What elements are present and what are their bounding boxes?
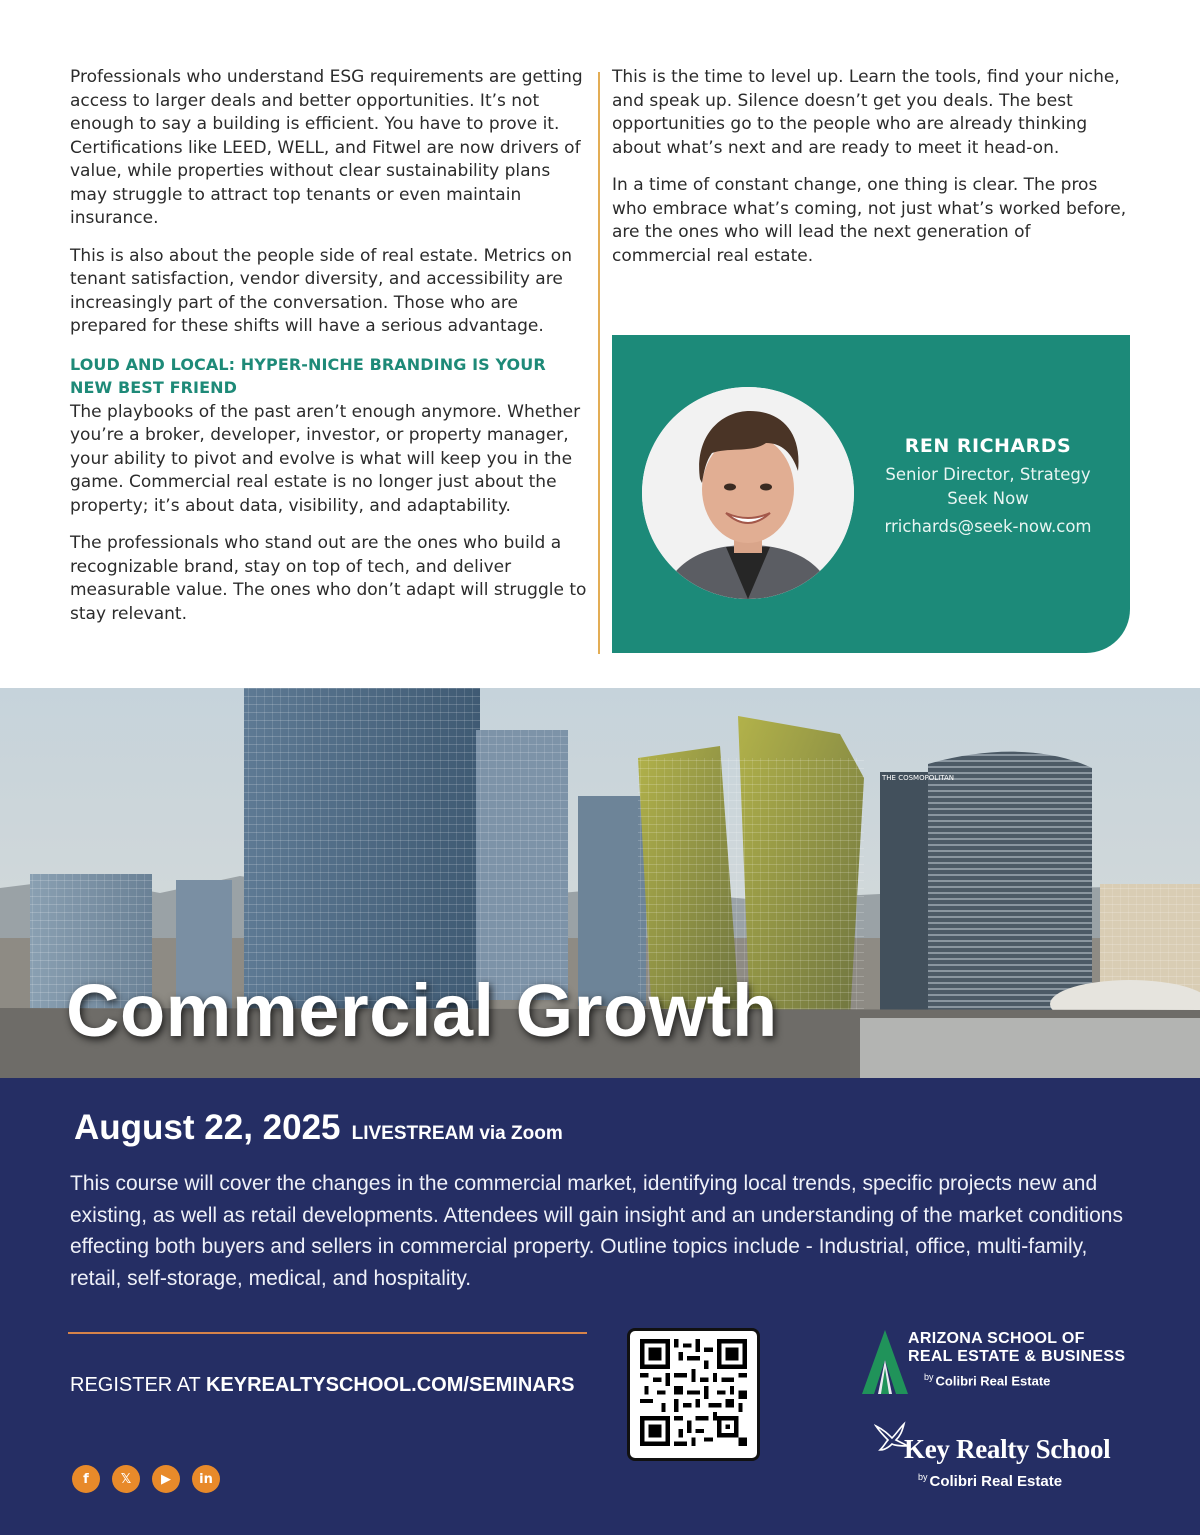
register-link[interactable]: KEYREALTYSCHOOL.COM/SEMINARS <box>205 1374 575 1396</box>
tree-logo-icon <box>862 1330 908 1394</box>
building-sign: THE COSMOPOLITAN <box>882 774 955 782</box>
author-card <box>612 335 1130 653</box>
arizona-school-logo[interactable] <box>862 1330 1162 1400</box>
orange-divider <box>68 1332 587 1334</box>
key-realty-logo[interactable] <box>874 1416 1134 1496</box>
author-info <box>872 435 1104 539</box>
course-description: This course will cover the changes in the commercial market, identifying local trends, specific projects new and existing, as well as retail developments. Attendees will gain insight and an understanding of the market conditions effecting both buyers and sellers in commercial property. Outline topics include - Industrial, office, multi-family, retail, self-storage, medical, and hospitality. <box>70 1172 1123 1290</box>
column-divider <box>598 72 600 654</box>
article-paragraph: The playbooks of the past aren’t enough anymore. Whether you’re a broker, developer, investor, or property manager, your ability to pivot and evolve is what will keep you in the game. Commercial real estate is no longer just about the property; it’s about data, visibility, and adaptability. <box>70 401 581 516</box>
qr-code[interactable] <box>627 1328 760 1461</box>
event-date: August 22, 2025 <box>74 1108 341 1147</box>
social-links <box>72 1465 220 1493</box>
qr-code-icon <box>640 1339 747 1446</box>
x-icon[interactable]: 𝕏 <box>112 1465 140 1493</box>
arizona-school-line2: REAL ESTATE & BUSINESS <box>908 1348 1126 1365</box>
arizona-school-byline <box>924 1372 1050 1388</box>
linkedin-icon[interactable]: in <box>192 1465 220 1493</box>
author-company: Seek Now <box>947 489 1029 508</box>
article-paragraph: This is also about the people side of real estate. Metrics on tenant satisfaction, vendor diversity, and accessibility are increasingly part of the conversation. Those who are prepared for these shifts will have a serious advantage. <box>70 245 572 336</box>
article-right-column <box>612 66 1132 282</box>
event-header <box>74 1108 563 1148</box>
register-line <box>70 1374 575 1397</box>
register-prefix: REGISTER AT <box>70 1374 201 1396</box>
key-realty-byline <box>918 1472 1062 1490</box>
parent-brand: Colibri Real Estate <box>935 1373 1051 1389</box>
event-mode: LIVESTREAM via Zoom <box>351 1123 563 1144</box>
parent-brand: Colibri Real Estate <box>929 1473 1063 1490</box>
hero-image <box>0 688 1200 1078</box>
facebook-icon[interactable]: f <box>72 1465 100 1493</box>
author-email[interactable]: rrichards@seek-now.com <box>884 517 1092 536</box>
author-name: REN RICHARDS <box>904 435 1072 457</box>
article-left-column <box>70 66 590 640</box>
author-avatar <box>642 387 854 599</box>
article-paragraph: This is the time to level up. Learn the tools, find your niche, and speak up. Silence doesn’t get you deals. The best opportunities go to the people who are already thinking about what’s next and are ready to meet it head-on. <box>612 67 1120 158</box>
by-label: by <box>918 1472 928 1482</box>
article-paragraph: Professionals who understand ESG requirements are getting access to larger deals and better opportunities. It’s not enough to say a building is efficient. You have to prove it. Certifications like LEED, WELL, and Fitwel are now drivers of value, while properties without clear sustainability plans may struggle to attract top tenants or even maintain insurance. <box>70 67 583 228</box>
event-panel <box>0 1078 1200 1535</box>
article-paragraph: In a time of constant change, one thing is clear. The pros who embrace what’s coming, not just what’s worked before, are the ones who will lead the next generation of commercial real estate. <box>612 175 1127 266</box>
arizona-school-name <box>908 1330 1125 1366</box>
key-realty-name: Key Realty School <box>904 1434 1111 1464</box>
by-label: by <box>924 1372 934 1382</box>
author-title: Senior Director, Strategy <box>885 465 1091 484</box>
arizona-school-line1: ARIZONA SCHOOL OF <box>908 1330 1085 1347</box>
hero-title: Commercial Growth <box>66 969 778 1052</box>
youtube-icon[interactable]: ▶ <box>152 1465 180 1493</box>
article-paragraph: The professionals who stand out are the ones who build a recognizable brand, stay on top of tech, and deliver measurable value. The ones who don’t adapt will struggle to stay relevant. <box>70 533 587 624</box>
section-heading: LOUD AND LOCAL: HYPER-NICHE BRANDING IS YOUR NEW BEST FRIEND <box>70 354 546 397</box>
